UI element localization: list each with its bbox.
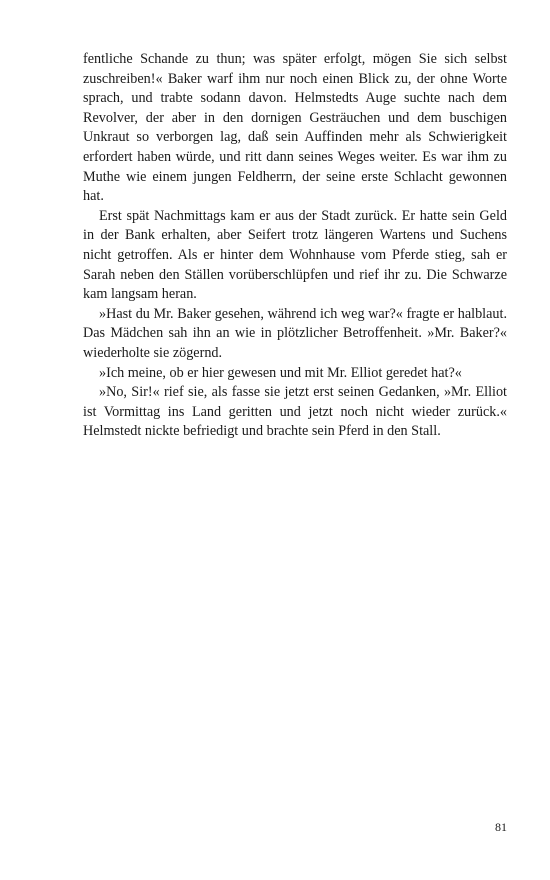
paragraph-5: »No, Sir!« rief sie, als fasse sie jetzt erst seinen Gedanken, »Mr. Elliot ist Vormittag ins Land geritten und jetzt noch nicht wieder zurück.« Helmstedt nickte befriedigt und brachte sein Pferd in den Stall. <box>83 384 507 440</box>
paragraph-3: »Hast du Mr. Baker gesehen, während ich weg war?« fragte er halblaut. Das Mädchen sah ihn an wie in plötzlicher Betroffenheit. »Mr. Baker?« wiederholte sie zögernd. <box>83 305 507 361</box>
body-text <box>83 50 507 442</box>
paragraph-1: fentliche Schande zu thun; was später erfolgt, mögen Sie sich selbst zuschreiben!« Baker warf ihm nur noch einen Blick zu, der ohne Worte sprach, und trabte sodann davon. Helmstedts Auge suchte nach dem Revolver, der aber in den dornigen Gesträuchen und dem buschigen Unkraut so verborgen lag, daß sein Auffinden mehr als Schwierigkeit erfordert haben würde, und ritt dann seines Weges weiter. Es war ihm zu Muthe wie einem jungen Feldherrn, der seine erste Schlacht gewonnen hat. <box>83 51 507 205</box>
paragraph-4: »Ich meine, ob er hier gewesen und mit Mr. Elliot geredet hat?« <box>99 364 462 381</box>
page-number: 81 <box>495 820 507 834</box>
paragraph-2: Erst spät Nachmittags kam er aus der Stadt zurück. Er hatte sein Geld in der Bank erhalten, aber Seifert trotz längeren Wartens und Suchens nicht getroffen. Als er hinter dem Wohnhause vom Pferde stieg, sah er Sarah neben den Ställen vorüberschlüpfen und rief ihr zu. Die Schwarze kam langsam heran. <box>83 207 507 303</box>
